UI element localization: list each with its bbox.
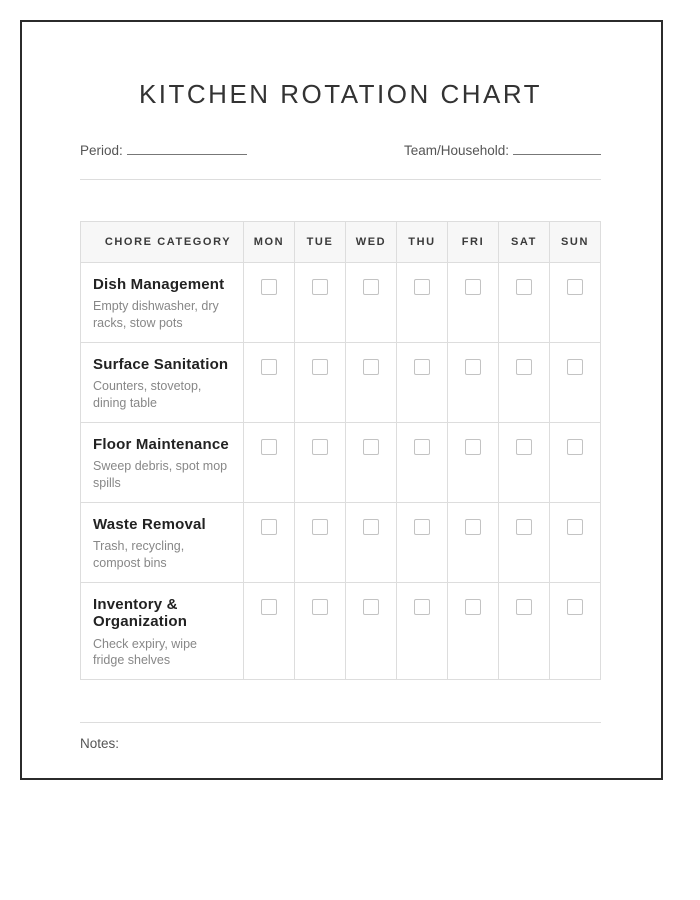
column-header-fri: FRI: [448, 222, 499, 263]
chore-row-1: [81, 263, 601, 343]
chore-subtitle: Empty dishwasher, dry racks, stow pots: [93, 299, 219, 331]
checkbox-row5-fri[interactable]: [465, 599, 481, 615]
day-cell-wed: [346, 263, 397, 343]
checkbox-row2-thu[interactable]: [414, 359, 430, 375]
day-cell-sun: [550, 343, 601, 423]
day-cell-mon: [244, 423, 295, 503]
checkbox-row5-sat[interactable]: [516, 599, 532, 615]
checkbox-row5-sun[interactable]: [567, 599, 583, 615]
chore-title: Floor Maintenance: [93, 436, 229, 453]
chore-row-3: [81, 423, 601, 503]
checkbox-row5-wed[interactable]: [363, 599, 379, 615]
checkbox-row4-tue[interactable]: [312, 519, 328, 535]
day-cell-sat: [499, 503, 550, 583]
day-cell-mon: [244, 503, 295, 583]
day-cell-wed: [346, 583, 397, 680]
column-header-tue: TUE: [295, 222, 346, 263]
period-fill-line[interactable]: [127, 141, 247, 155]
checkbox-row2-sun[interactable]: [567, 359, 583, 375]
table-header-row: [81, 222, 601, 263]
checkbox-row1-wed[interactable]: [363, 279, 379, 295]
checkbox-row4-sat[interactable]: [516, 519, 532, 535]
day-cell-tue: [295, 583, 346, 680]
day-cell-thu: [397, 263, 448, 343]
chore-title: Inventory & Organization: [93, 596, 188, 631]
table-body: [81, 263, 601, 680]
day-cell-wed: [346, 503, 397, 583]
column-header-sat: SAT: [499, 222, 550, 263]
checkbox-row4-mon[interactable]: [261, 519, 277, 535]
day-cell-tue: [295, 343, 346, 423]
day-cell-wed: [346, 343, 397, 423]
chore-category-cell: [81, 263, 244, 343]
period-label: Period:: [80, 143, 123, 158]
team-household-field: [404, 141, 601, 158]
header-divider: [80, 179, 601, 180]
day-cell-fri: [448, 263, 499, 343]
checkbox-row4-wed[interactable]: [363, 519, 379, 535]
chore-title: Dish Management: [93, 276, 225, 293]
checkbox-row1-thu[interactable]: [414, 279, 430, 295]
column-header-wed: WED: [346, 222, 397, 263]
day-cell-mon: [244, 263, 295, 343]
checkbox-row4-sun[interactable]: [567, 519, 583, 535]
chore-title: Surface Sanitation: [93, 356, 229, 373]
footer-divider: [80, 722, 601, 723]
day-cell-fri: [448, 343, 499, 423]
chore-category-cell: [81, 503, 244, 583]
checkbox-row1-sun[interactable]: [567, 279, 583, 295]
checkbox-row2-mon[interactable]: [261, 359, 277, 375]
team-household-label: Team/Household:: [403, 143, 509, 158]
checkbox-row1-tue[interactable]: [312, 279, 328, 295]
day-cell-sun: [550, 583, 601, 680]
day-cell-sat: [499, 583, 550, 680]
checkbox-row4-thu[interactable]: [414, 519, 430, 535]
day-cell-sat: [499, 423, 550, 503]
chore-category-cell: [81, 423, 244, 503]
checkbox-row1-sat[interactable]: [516, 279, 532, 295]
column-header-sun: SUN: [550, 222, 601, 263]
chore-title: Waste Removal: [93, 516, 206, 533]
column-header-chore-category: CHORE CATEGORY: [81, 222, 244, 263]
checkbox-row4-fri[interactable]: [465, 519, 481, 535]
day-cell-thu: [397, 503, 448, 583]
page-title: KITCHEN ROTATION CHART: [138, 79, 543, 109]
checkbox-row1-fri[interactable]: [465, 279, 481, 295]
day-cell-thu: [397, 423, 448, 503]
day-cell-wed: [346, 423, 397, 503]
checkbox-row3-thu[interactable]: [414, 439, 430, 455]
period-field: [80, 141, 247, 158]
day-cell-fri: [448, 503, 499, 583]
day-cell-tue: [295, 263, 346, 343]
checkbox-row2-fri[interactable]: [465, 359, 481, 375]
day-cell-thu: [397, 343, 448, 423]
rotation-table: [80, 221, 601, 680]
checkbox-row3-mon[interactable]: [261, 439, 277, 455]
chore-row-4: [81, 503, 601, 583]
checkbox-row5-mon[interactable]: [261, 599, 277, 615]
day-cell-sun: [550, 423, 601, 503]
checkbox-row3-tue[interactable]: [312, 439, 328, 455]
table-header: [81, 222, 601, 263]
column-header-mon: MON: [244, 222, 295, 263]
checkbox-row2-tue[interactable]: [312, 359, 328, 375]
team-household-fill-line[interactable]: [513, 141, 601, 155]
day-cell-fri: [448, 423, 499, 503]
chore-subtitle: Counters, stovetop, dining table: [93, 379, 202, 411]
checkbox-row3-sat[interactable]: [516, 439, 532, 455]
chore-subtitle: Trash, recycling, compost bins: [93, 539, 185, 571]
day-cell-mon: [244, 583, 295, 680]
day-cell-sun: [550, 503, 601, 583]
chore-category-cell: [81, 343, 244, 423]
checkbox-row3-sun[interactable]: [567, 439, 583, 455]
checkbox-row3-wed[interactable]: [363, 439, 379, 455]
day-cell-tue: [295, 423, 346, 503]
checkbox-row1-mon[interactable]: [261, 279, 277, 295]
column-header-thu: THU: [397, 222, 448, 263]
day-cell-mon: [244, 343, 295, 423]
chore-subtitle: Sweep debris, spot mop spills: [93, 459, 228, 491]
checkbox-row2-wed[interactable]: [363, 359, 379, 375]
document-page: [20, 20, 663, 780]
checkbox-row5-tue[interactable]: [312, 599, 328, 615]
day-cell-sat: [499, 343, 550, 423]
chore-row-2: [81, 343, 601, 423]
day-cell-fri: [448, 583, 499, 680]
checkbox-row5-thu[interactable]: [414, 599, 430, 615]
day-cell-tue: [295, 503, 346, 583]
checkbox-row3-fri[interactable]: [465, 439, 481, 455]
chore-subtitle: Check expiry, wipe fridge shelves: [93, 636, 197, 668]
chore-category-cell: [81, 583, 244, 680]
day-cell-sun: [550, 263, 601, 343]
notes-label: Notes:: [80, 736, 120, 752]
day-cell-thu: [397, 583, 448, 680]
chore-row-5: [81, 583, 601, 680]
day-cell-sat: [499, 263, 550, 343]
meta-row: [80, 141, 601, 158]
checkbox-row2-sat[interactable]: [516, 359, 532, 375]
